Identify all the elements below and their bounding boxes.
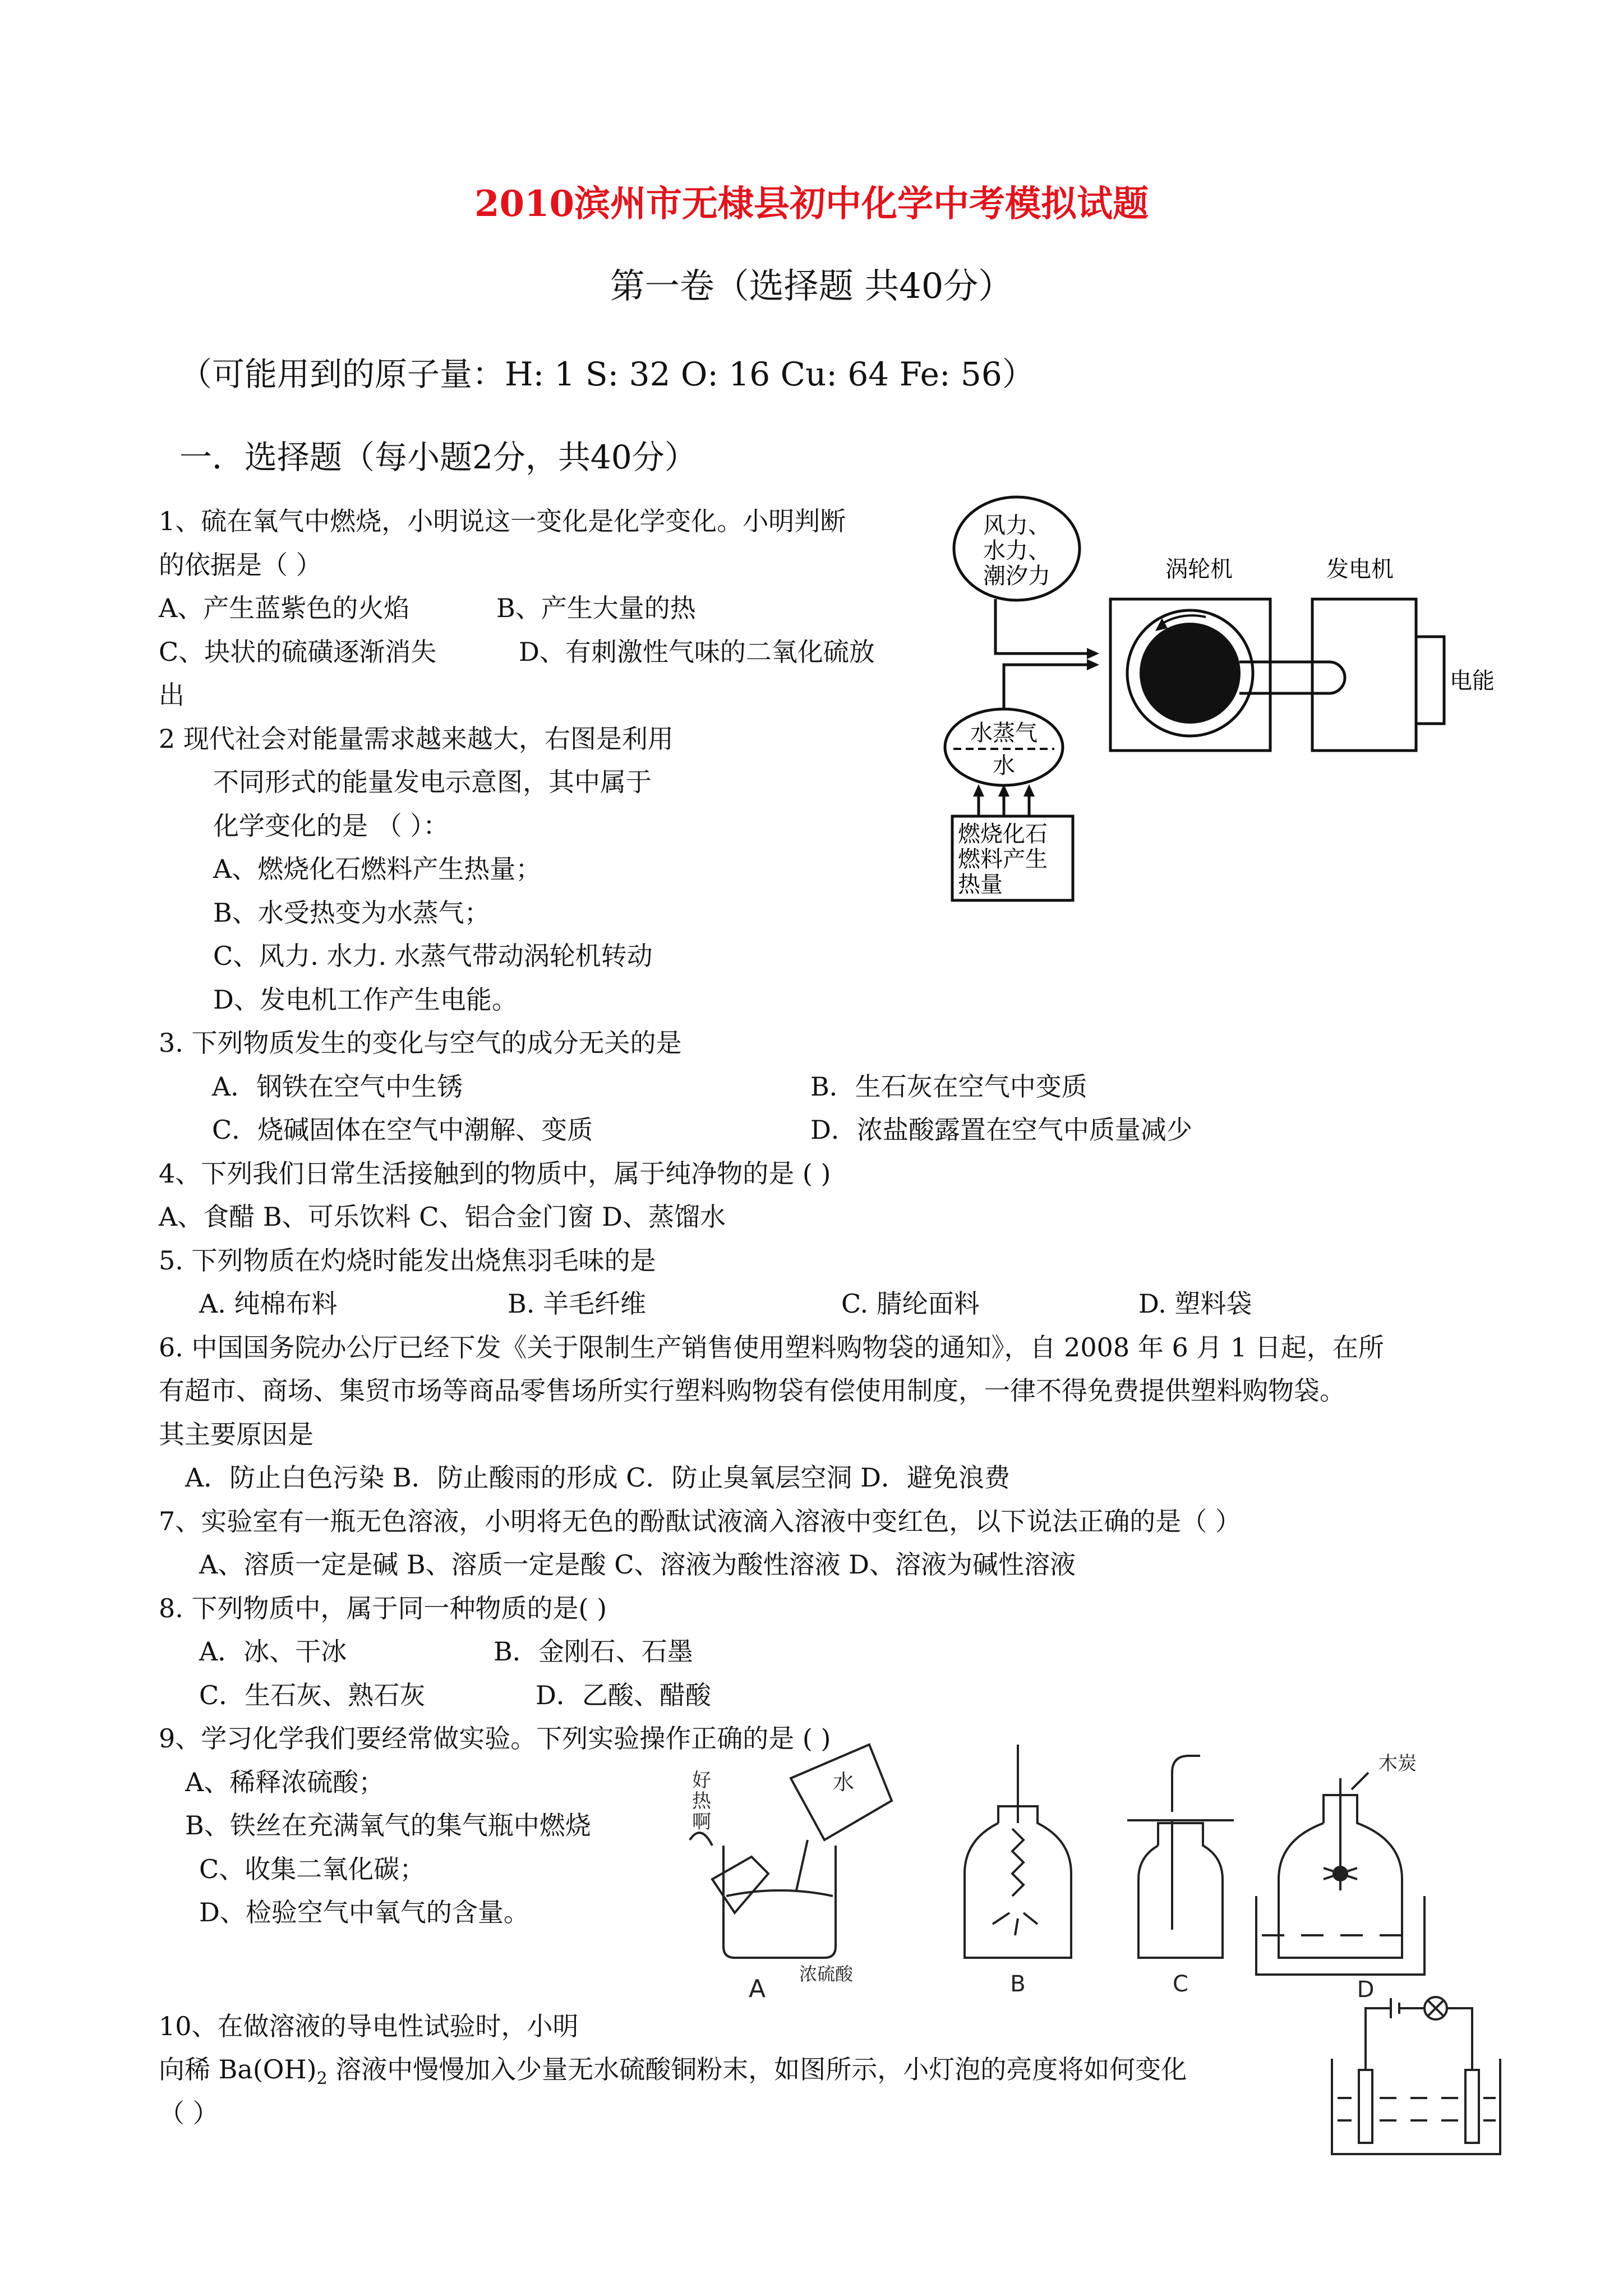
q3-stem: 3. 下列物质发生的变化与空气的成分无关的是 (159, 1028, 682, 1058)
wind-label-2: 水力、 (983, 538, 1050, 564)
fuel-label-2: 燃料产生 (958, 846, 1048, 872)
generator-label: 发电机 (1326, 556, 1394, 582)
q9-option-b: B、铁丝在充满氧气的集气瓶中燃烧 (185, 1810, 591, 1841)
q3-option-d: D．浓盐酸露置在空气中质量减少 (810, 1115, 1192, 1145)
q5-stem: 5. 下列物质在灼烧时能发出烧焦羽毛味的是 (159, 1245, 656, 1276)
fuel-label-1: 燃烧化石 (958, 821, 1048, 847)
q10-stem-line3: （ ） (159, 2098, 219, 2128)
q1-option-a: A、产生蓝紫色的火焰 (159, 593, 410, 623)
q8-stem: 8. 下列物质中，属于同一种物质的是( ) (159, 1593, 607, 1623)
electric-energy-label: 电能 (1450, 668, 1495, 694)
atomic-masses: （可能用到的原子量：H: 1 S: 32 O: 16 Cu: 64 Fe: 56） (179, 355, 1035, 393)
q10-subscript: 2 (316, 2069, 328, 2089)
q9-option-d: D、检验空气中氧气的含量。 (199, 1897, 529, 1927)
wind-label-1: 风力、 (983, 513, 1050, 539)
q6-options: A．防止白色污染 B．防止酸雨的形成 C．防止臭氧层空洞 D．避免浪费 (185, 1462, 1010, 1493)
q3-option-a: A．钢铁在空气中生锈 (212, 1071, 463, 1102)
exp-label-c: C (1173, 1971, 1188, 1997)
q8-option-c: C．生石灰、熟石灰 (199, 1680, 426, 1710)
q5-option-b: B. 羊毛纤维 (508, 1289, 647, 1319)
exp-a-water-label: 水 (833, 1770, 855, 1795)
q2-option-c: C、风力. 水力. 水蒸气带动涡轮机转动 (213, 941, 653, 971)
water-label: 水 (993, 753, 1015, 779)
q2-stem-line1: 2 现代社会对能量需求越来越大，右图是利用 (159, 724, 674, 754)
q8-option-b: B．金刚石、石墨 (494, 1636, 693, 1667)
steam-label: 水蒸气 (970, 720, 1038, 746)
q8-option-d: D．乙酸、醋酸 (536, 1680, 711, 1710)
exp-label-b: B (1010, 1971, 1026, 1997)
lab-operations-diagram (679, 1711, 1492, 2003)
q1-option-b: B、产生大量的热 (496, 593, 696, 623)
exp-d-charcoal-label: 木炭 (1378, 1752, 1417, 1775)
q2-stem-line2: 不同形式的能量发电示意图，其中属于 (213, 767, 652, 797)
q3-option-c: C．烧碱固体在空气中潮解、变质 (212, 1115, 593, 1145)
q1-option-d: D、有刺激性气味的二氧化硫放 (519, 637, 875, 667)
q7-options: A、溶质一定是碱 B、溶质一定是酸 C、溶液为酸性溶液 D、溶液为碱性溶液 (199, 1549, 1076, 1580)
page-title: 2010滨州市无棣县初中化学中考模拟试题 (474, 183, 1149, 225)
exp-label-d: D (1357, 1977, 1375, 2003)
q5-option-c: C. 腈纶面料 (841, 1289, 980, 1319)
exp-a-note-2: 热 (692, 1790, 711, 1812)
q3-option-b: B．生石灰在空气中变质 (810, 1071, 1087, 1102)
paper-subtitle: 第一卷（选择题 共40分） (610, 265, 1013, 306)
q4-options: A、食醋 B、可乐饮料 C、铝合金门窗 D、蒸馏水 (159, 1202, 726, 1232)
q1-stem-line2: 的依据是（ ） (159, 550, 322, 580)
q2-option-b: B、水受热变为水蒸气； (213, 898, 490, 928)
q1-option-d-cont: 出 (159, 680, 185, 710)
q6-stem-line1: 6. 中国国务院办公厅已经下发《关于限制生产销售使用塑料购物袋的通知》，自 2008 年 6 月 1 日起，在所 (159, 1332, 1384, 1363)
q4-stem: 4、下列我们日常生活接触到的物质中，属于纯净物的是 ( ) (159, 1158, 831, 1189)
q2-option-d: D、发电机工作产生电能。 (213, 984, 518, 1015)
q1-option-c: C、块状的硫磺逐渐消失 (159, 637, 437, 667)
exp-a-note-1: 好 (692, 1769, 711, 1792)
section-heading: 一．选择题（每小题2分，共40分） (179, 438, 697, 476)
q6-stem-line3: 其主要原因是 (159, 1419, 313, 1450)
fuel-label-3: 热量 (958, 872, 1003, 898)
q6-stem-line2: 有超市、商场、集贸市场等商品零售场所实行塑料购物袋有偿使用制度，一律不得免费提供塑料购物袋。 (159, 1375, 1345, 1406)
exp-a-note-3: 啊 (692, 1811, 711, 1833)
exp-a-acid-label: 浓硫酸 (799, 1963, 854, 1985)
wind-label-3: 潮汐力 (983, 563, 1050, 589)
q2-option-a: A、燃烧化石燃料产生热量； (213, 854, 542, 884)
q9-option-c: C、收集二氧化碳； (199, 1854, 426, 1884)
q5-option-a: A. 纯棉布料 (199, 1289, 338, 1319)
q5-option-d: D. 塑料袋 (1138, 1289, 1252, 1319)
q10-stem-line1: 10、在做溶液的导电性试验时，小明 (159, 2011, 579, 2041)
energy-generation-diagram (942, 494, 1503, 909)
q9-stem: 9、学习化学我们要经常做实验。下列实验操作正确的是 ( ) (159, 1723, 831, 1754)
exp-label-a: A (748, 1975, 766, 2003)
q8-option-a: A．冰、干冰 (199, 1636, 347, 1667)
conductivity-circuit-diagram (1321, 1986, 1506, 2165)
q9-option-a: A、稀释浓硫酸； (185, 1767, 385, 1797)
q2-stem-line3: 化学变化的是 （ ）： (213, 811, 449, 841)
q10-stem-line2: 向稀 $Ba(OH)_2$ 溶液中慢慢加入少量无水硫酸铜粉末，如图所示，小灯泡的亮度将如何变化 (159, 2054, 1187, 2089)
turbine-label: 涡轮机 (1165, 556, 1233, 582)
q7-stem: 7、实验室有一瓶无色溶液，小明将无色的酚酞试液滴入溶液中变红色，以下说法正确的是（ ） (159, 1506, 1241, 1536)
q1-stem-line1: 1、硫在氧气中燃烧，小明说这一变化是化学变化。小明判断 (159, 506, 846, 536)
